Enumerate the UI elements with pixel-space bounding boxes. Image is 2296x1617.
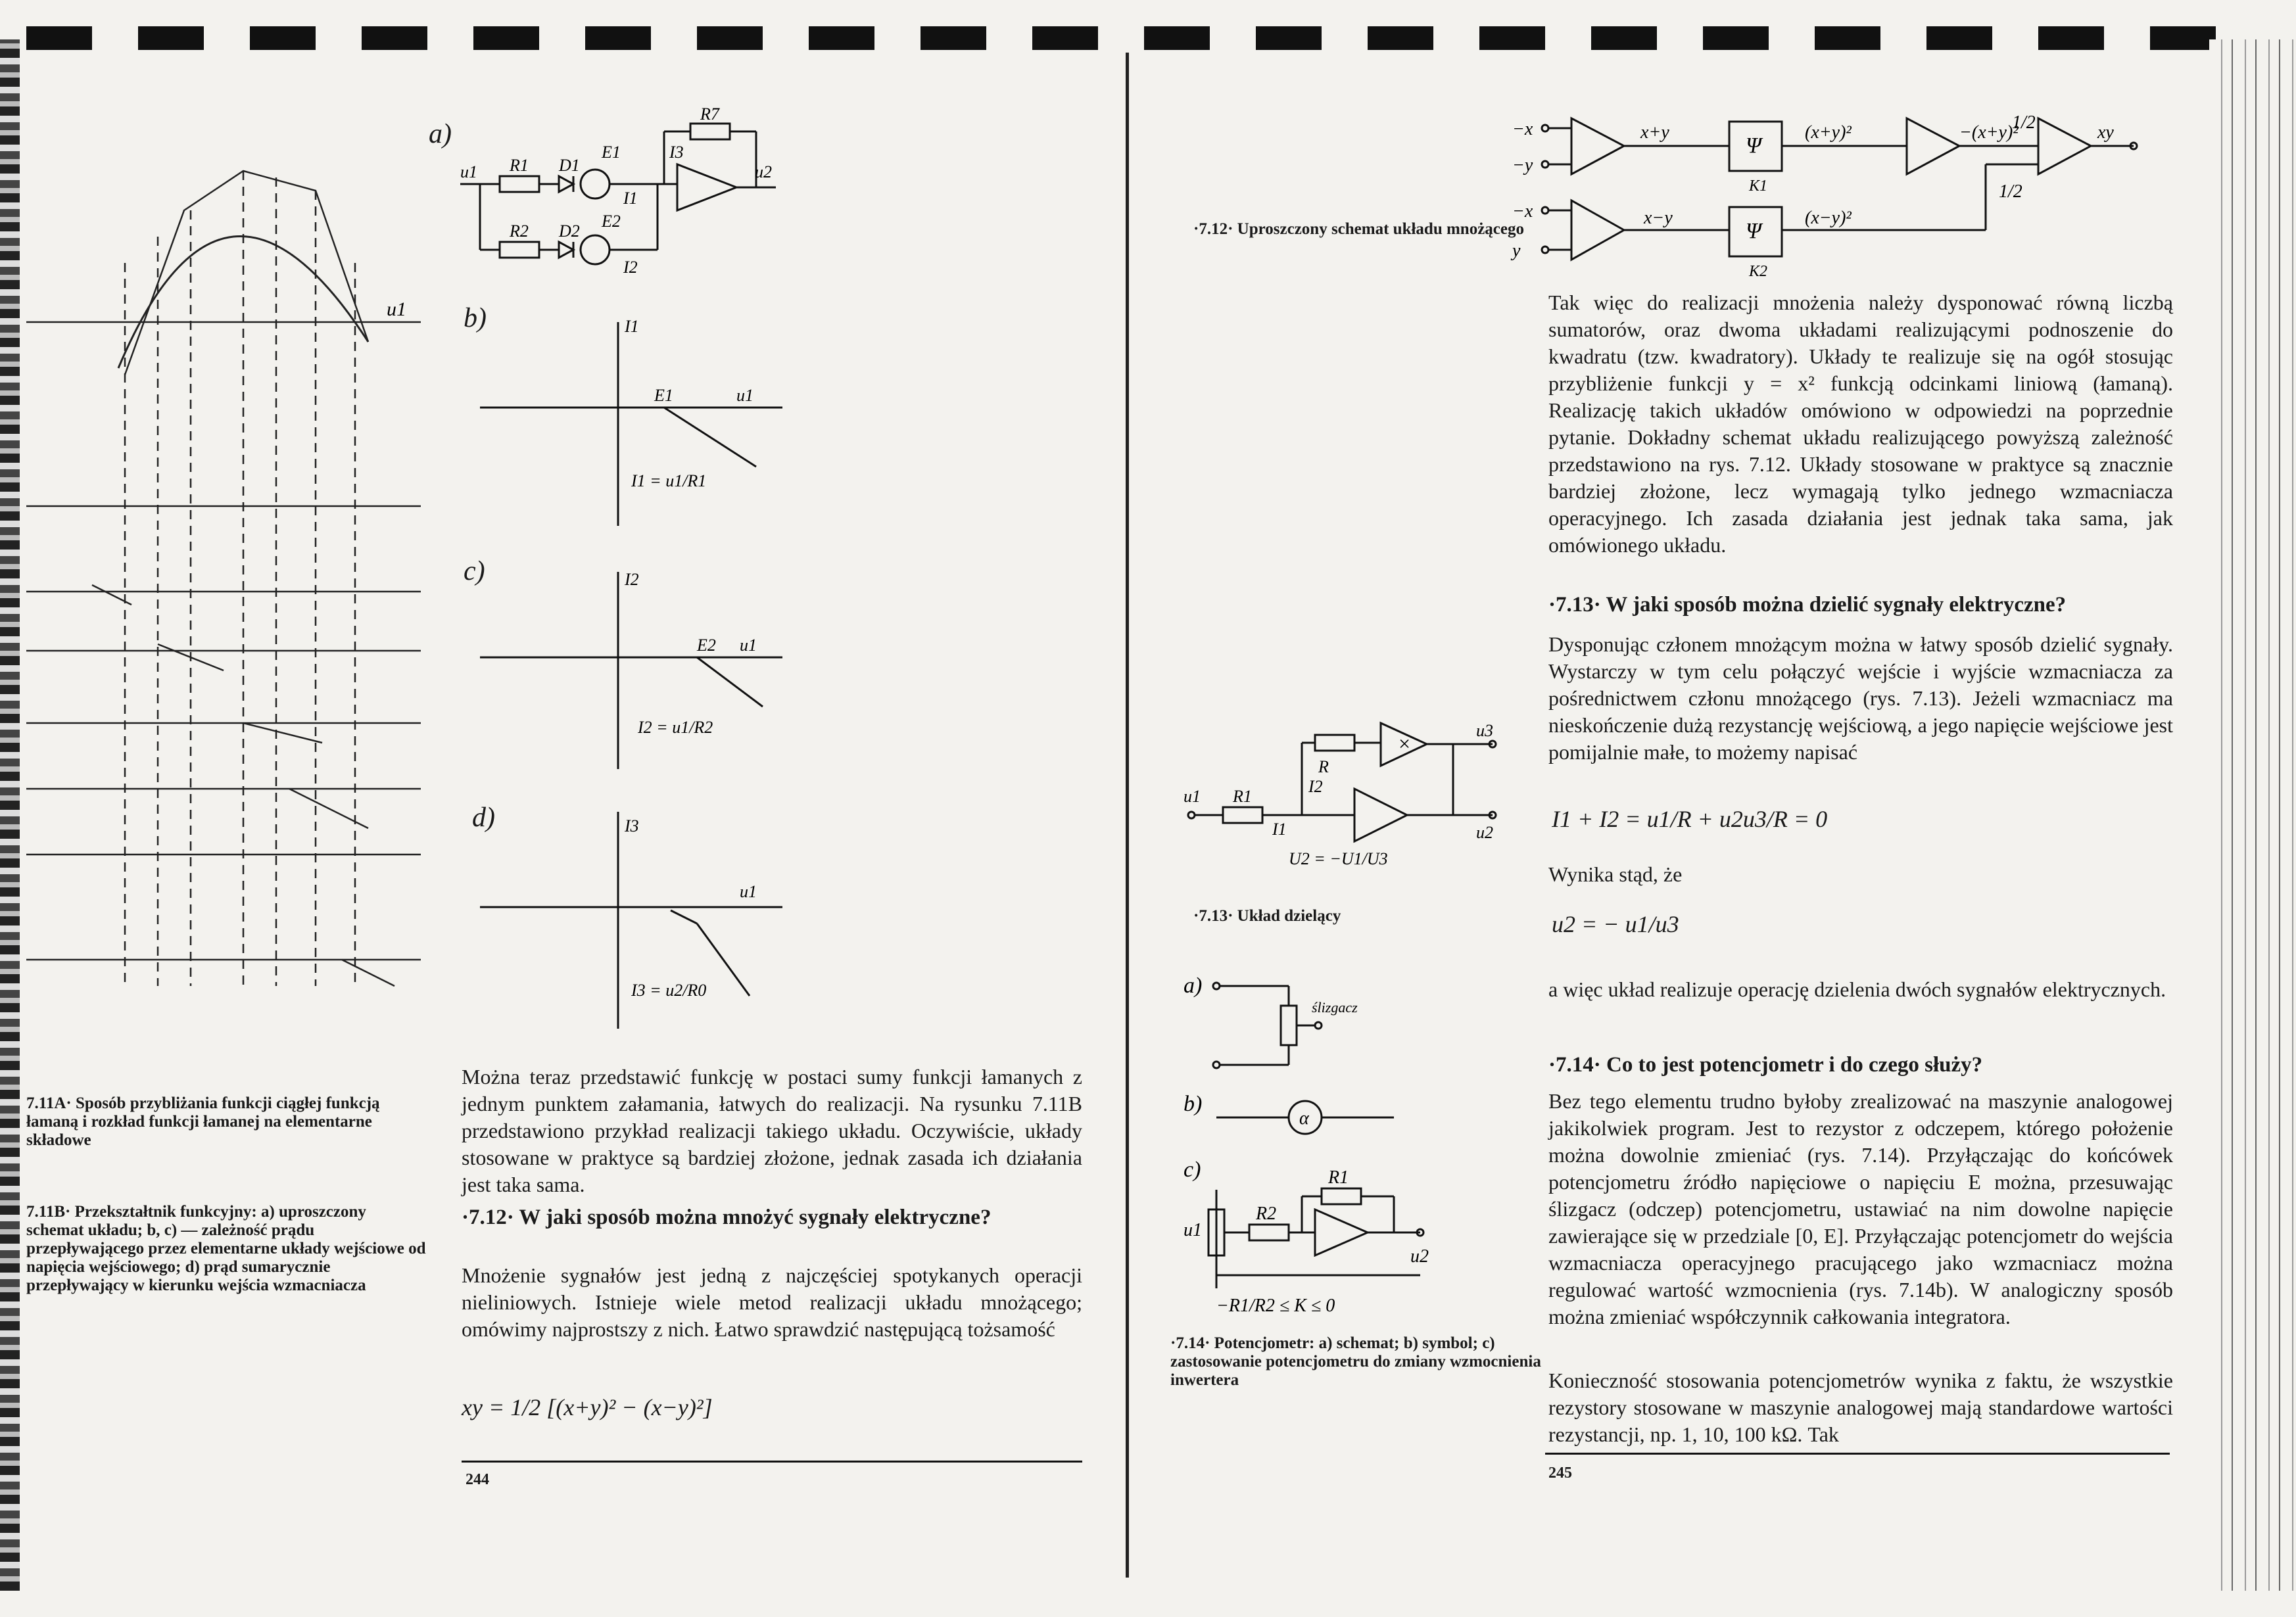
wiper-label: ślizgacz <box>1312 999 1358 1016</box>
edge-mark <box>1591 26 1657 50</box>
panel-label-c: c) <box>464 556 485 586</box>
body-paragraph: Dysponując członem mnożącym można w łatwy sposób dzielić sygnały. Wystarczy w tym celu połączyć wejście i wyjście wzmacniacza za pośrednictwem członu mnożącego (rys. 7.13). Jeżeli wzmacniacz ma nieskończenie dużą rezystancję wejściową, a jego napięcie wejściowe jest pomijalnie małe, to możemy napisać <box>1548 632 2173 764</box>
edge-mark <box>1368 26 1433 50</box>
panel-label-d: d) <box>472 803 495 833</box>
gain-range: −R1/R2 ≤ K ≤ 0 <box>1216 1296 1335 1316</box>
circuit-formula: U2 = −U1/U3 <box>1289 849 1388 868</box>
panel-label-b: b) <box>464 303 487 333</box>
square-block-symbol: Ψ <box>1746 133 1761 158</box>
edge-mark <box>2150 26 2216 50</box>
signal-label: x+y <box>1640 122 1669 143</box>
circuit-label: u2 <box>1476 823 1493 842</box>
axis-x-label: u1 <box>736 386 753 405</box>
circuit-label: I2 <box>1308 777 1323 796</box>
section-heading-713: ·7.13· W jaki sposób można dzielić sygnały elektryczne? <box>1548 593 2067 617</box>
panel-label-a: a) <box>429 119 452 149</box>
circuit-label: R7 <box>700 105 719 124</box>
figure-711a <box>26 131 421 1052</box>
edge-mark <box>585 26 651 50</box>
signal-label: (x+y)² <box>1805 122 1852 143</box>
page-number: 244 <box>466 1471 489 1488</box>
figure-712-multiplier <box>1512 99 2137 280</box>
circuit-label: E2 <box>602 212 621 231</box>
caption-711a: 7.11A· Sposób przybliżania funkcji ciągłej funkcją łamaną i rozkład funkcji łamanej na elementarne składowe <box>26 1094 380 1149</box>
formula: I1 = u1/R1 <box>631 471 707 490</box>
circuit-label: I1 <box>1272 820 1287 839</box>
right-edge-scan-noise <box>2209 39 2296 1591</box>
edge-mark <box>1256 26 1322 50</box>
figure-711b-circuit <box>460 105 802 289</box>
section-heading-714: ·7.14· Co to jest potencjometr i do czego służy? <box>1548 1053 1983 1077</box>
graph-b <box>480 309 789 526</box>
footer-rule <box>462 1461 1082 1463</box>
edge-mark <box>1815 26 1880 50</box>
body-paragraph: Można teraz przedstawić funkcję w postaci sumy funkcji łamanych z jednym punktem załamania, łatwych do realizacji. Na rysunku 7.11B przedstawiono przykład realizacji takiego układu. Oczywiście, układy stosowane w praktyce są bardziej złożone, jednak zasada ich działania jest taka sama. <box>462 1065 1082 1196</box>
edge-mark <box>1032 26 1098 50</box>
edge-mark <box>809 26 874 50</box>
caption-713: ·7.13· Układ dzielący <box>1193 907 1341 925</box>
input-label: −y <box>1512 155 1533 176</box>
panel-label-c: c) <box>1184 1158 1201 1182</box>
circuit-label: u2 <box>1410 1246 1429 1267</box>
circuit-label: u1 <box>460 162 477 181</box>
graph-c <box>480 559 789 769</box>
equation-output: u2 = − u1/u3 <box>1552 911 1679 937</box>
panel-label-b: b) <box>1184 1092 1203 1116</box>
circuit-label: D2 <box>559 222 580 241</box>
signal-label: x−y <box>1644 208 1673 228</box>
multiplier-symbol: × <box>1397 732 1412 755</box>
signal-label: (x−y)² <box>1805 208 1852 228</box>
circuit-label: I3 <box>669 143 684 162</box>
circuit-label: I1 <box>623 189 638 208</box>
circuit-label: R1 <box>1233 787 1252 806</box>
figure-714-potentiometer <box>1170 960 1525 1328</box>
signal-label: −(x+y)² <box>1959 122 2019 143</box>
edge-mark <box>26 26 92 50</box>
axis-x-label: u1 <box>740 636 757 655</box>
axis-y-label: I2 <box>625 570 639 589</box>
input-label: y <box>1512 241 1521 261</box>
circuit-label: u1 <box>1184 787 1201 806</box>
left-graph-axis-label: u1 <box>387 298 406 320</box>
edge-mark <box>138 26 204 50</box>
input-label: −x <box>1512 201 1533 222</box>
formula: I2 = u1/R2 <box>638 718 713 737</box>
footer-rule <box>1545 1453 2170 1455</box>
edge-mark <box>1926 26 1992 50</box>
edge-mark <box>1703 26 1769 50</box>
edge-mark <box>362 26 427 50</box>
equation-identity: xy = 1/2 [(x+y)² − (x−y)²] <box>462 1394 713 1420</box>
output-label: xy <box>2097 122 2114 143</box>
caption-714: ·7.14· Potencjometr: a) schemat; b) symbol; c) zastosowanie potencjometru do zmiany wzmocnienia inwertera <box>1170 1334 1541 1389</box>
circuit-label: E1 <box>602 143 621 162</box>
body-paragraph: Konieczność stosowania potencjometrów wynika z faktu, że wszystkie rezystory stosowane w maszynie analogowej mają standardowe wartości rezystancji, np. 1, 10, 100 kΩ. Tak <box>1548 1369 2173 1446</box>
gain-label: 1/2 <box>2012 112 2036 133</box>
figure-713-divider <box>1184 710 1512 881</box>
axis-y-label: I1 <box>625 317 639 336</box>
gain-label: 1/2 <box>1999 181 2022 202</box>
caption-711b: 7.11B· Przekształtnik funkcyjny: a) uproszczony schemat układu; b, c) — zależność prądu przepływającego przez elementarne układy wejściowe od napięcia wejściowego; d) prąd sumarycznie przepływający w kierunku wejścia wzmacniacza <box>26 1203 426 1294</box>
block-label: K2 <box>1749 263 1768 280</box>
graph-d <box>480 805 789 1029</box>
circuit-label: I2 <box>623 258 638 277</box>
body-text: Wynika stąd, że <box>1548 862 1683 886</box>
edge-mark <box>473 26 539 50</box>
body-paragraph: a więc układ realizuje operację dzielenia dwóch sygnałów elektrycznych. <box>1548 977 2166 1001</box>
circuit-label: R2 <box>510 222 529 241</box>
body-paragraph: Bez tego elementu trudno byłoby zrealizować na maszynie analogowej jakikolwiek program. Jest to rezystor z odczepem, którego położenie można dowolnie zmieniać (rys. 7.14). Przyłączając do końcówek potencjometru źródło napięciowe o napięciu E można, przesuwając ślizgacz (odczep) potencjometru, ustawiać na nim dowolne napięcie zawierające się w przedziale [0, E]. Przyłączając potencjometr do wejścia wzmacniacza operacyjnego pracującego jako wzmacniacz można regulować wartość wzmocnienia (rys. 7.14b). W analogiczny sposób można zmieniać współczynnik całkowania integratora. <box>1548 1089 2173 1328</box>
point-label: E1 <box>654 386 673 405</box>
edge-mark <box>2038 26 2104 50</box>
input-label: −x <box>1512 119 1533 139</box>
circuit-label: u2 <box>755 162 772 181</box>
point-label: E2 <box>697 636 716 655</box>
potentiometer-symbol: α <box>1299 1108 1309 1129</box>
square-block-symbol: Ψ <box>1746 219 1761 243</box>
edge-mark <box>250 26 316 50</box>
left-edge-scan-noise <box>0 39 20 1591</box>
circuit-label: D1 <box>559 156 580 175</box>
body-paragraph: Mnożenie sygnałów jest jedną z najczęściej spotykanych operacji nieliniowych. Istnieje wiele metod realizacji układu mnożącego; omówimy najprostszy z nich. Łatwo sprawdzić następującą tożsamość <box>462 1263 1082 1341</box>
page-number: 245 <box>1548 1465 1572 1482</box>
edge-mark <box>1144 26 1210 50</box>
panel-label-a: a) <box>1184 973 1203 998</box>
circuit-label: R2 <box>1256 1204 1277 1224</box>
top-edge-marks <box>0 0 2296 53</box>
book-spine <box>1126 53 1129 1578</box>
circuit-label: R1 <box>510 156 529 175</box>
axis-x-label: u1 <box>740 882 757 901</box>
edge-mark <box>1479 26 1545 50</box>
formula: I3 = u2/R0 <box>631 981 707 1000</box>
circuit-label: R1 <box>1328 1167 1349 1188</box>
caption-712: ·7.12· Uproszczony schemat układu mnożącego <box>1193 220 1525 238</box>
circuit-label: u3 <box>1476 721 1493 740</box>
axis-y-label: I3 <box>625 816 639 835</box>
circuit-label: u1 <box>1184 1220 1202 1240</box>
edge-mark <box>921 26 986 50</box>
equation-currents: I1 + I2 = u1/R + u2u3/R = 0 <box>1552 806 1828 832</box>
block-label: K1 <box>1749 177 1768 195</box>
section-heading-712: ·7.12· W jaki sposób można mnożyć sygnały elektryczne? <box>462 1206 992 1229</box>
edge-mark <box>697 26 763 50</box>
body-paragraph: Tak więc do realizacji mnożenia należy dysponować równą liczbą sumatorów, oraz dwoma układami realizującymi podnoszenie do kwadratu (tzw. kwadratory). Układy te realizuje się na ogół stosując przybliżenie funkcji y = x² funkcją odcinkami liniową (łamaną). Realizację takich układów omówiono w odpowiedzi na poprzednie pytanie. Dokładny schemat układu realizującego powyższą zależność przedstawiono na rys. 7.12. Układy stosowane w praktyce są znacznie bardziej złożone, lecz wymagają tylko jednego wzmacniacza operacyjnego. Ich zasada działania jest jednak taka sama, jak omówionego układu. <box>1548 291 2173 557</box>
circuit-label: R <box>1318 757 1329 776</box>
